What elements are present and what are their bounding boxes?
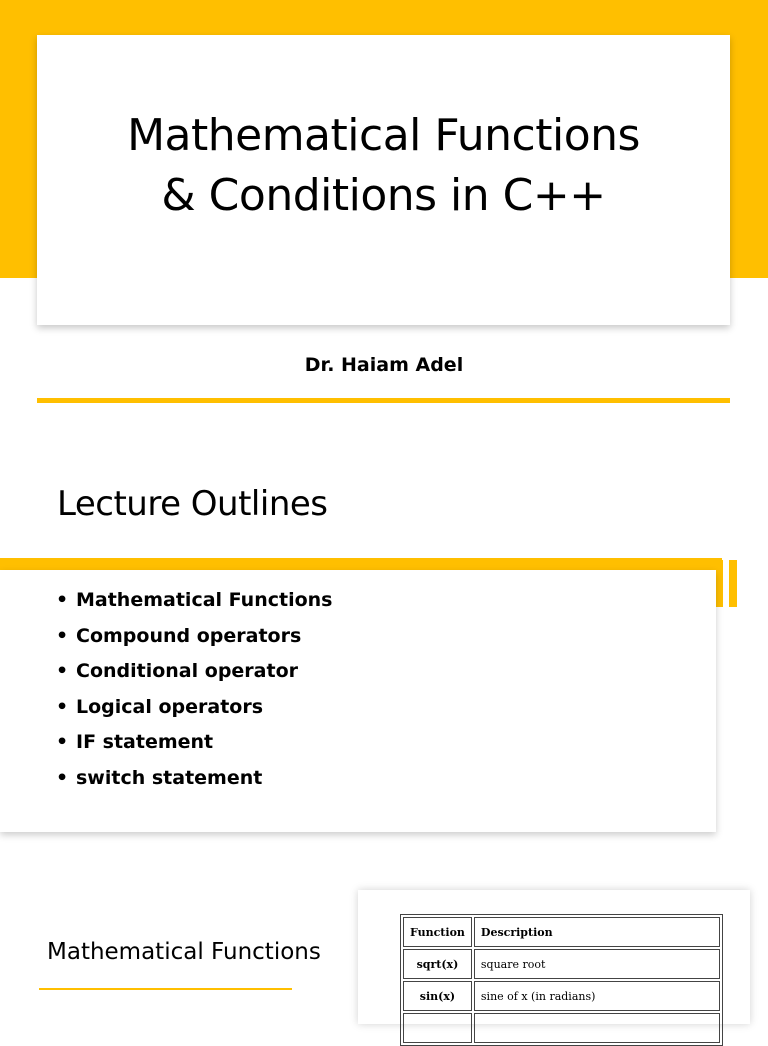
table-cell: sqrt(x)	[403, 949, 472, 979]
list-item	[56, 764, 332, 800]
bullet-icon: •	[56, 624, 69, 647]
title-slide	[0, 0, 768, 425]
list-item	[56, 693, 332, 729]
list-item-label: Mathematical Functions	[76, 589, 333, 611]
list-item-label: Conditional operator	[76, 660, 298, 683]
table-cell	[403, 1013, 472, 1043]
bullet-icon: •	[56, 589, 69, 611]
outline-slide	[0, 440, 768, 860]
table-row	[403, 1013, 720, 1043]
list-item-label: switch statement	[76, 766, 263, 789]
list-item-label: IF statement	[76, 731, 214, 754]
table-header-row	[403, 917, 720, 947]
accent-mark	[729, 560, 737, 607]
bullet-icon: •	[56, 766, 69, 789]
column-header: Description	[474, 917, 720, 947]
bullet-icon: •	[56, 660, 69, 683]
math-functions-slide	[0, 890, 768, 1024]
title-line-2: & Conditions in C++	[161, 170, 606, 221]
functions-table	[400, 914, 723, 1046]
title-card	[37, 35, 730, 325]
table-cell: sin(x)	[403, 981, 472, 1011]
accent-rule	[39, 988, 292, 990]
author-name: Dr. Haiam Adel	[304, 354, 464, 376]
list-item	[56, 728, 332, 764]
slide-title	[127, 106, 640, 226]
list-item	[56, 622, 332, 658]
title-line-1: Mathematical Functions	[127, 110, 640, 161]
table-row	[403, 949, 720, 979]
accent-rule	[37, 398, 730, 403]
table-cell	[474, 1013, 720, 1043]
outline-heading: Lecture Outlines	[57, 484, 328, 524]
outline-list	[56, 586, 332, 800]
column-header: Function	[403, 917, 472, 947]
section-heading: Mathematical Functions	[47, 939, 321, 965]
bullet-icon: •	[56, 695, 69, 718]
accent-mark	[716, 560, 723, 607]
list-item-label: Compound operators	[76, 624, 302, 647]
table-cell: sine of x (in radians)	[474, 981, 720, 1011]
bullet-icon: •	[56, 731, 69, 754]
table-cell: square root	[474, 949, 720, 979]
accent-bar	[0, 558, 722, 570]
table-row	[403, 981, 720, 1011]
list-item	[56, 586, 332, 622]
list-item	[56, 657, 332, 693]
outline-card	[0, 570, 716, 832]
list-item-label: Logical operators	[76, 695, 264, 718]
